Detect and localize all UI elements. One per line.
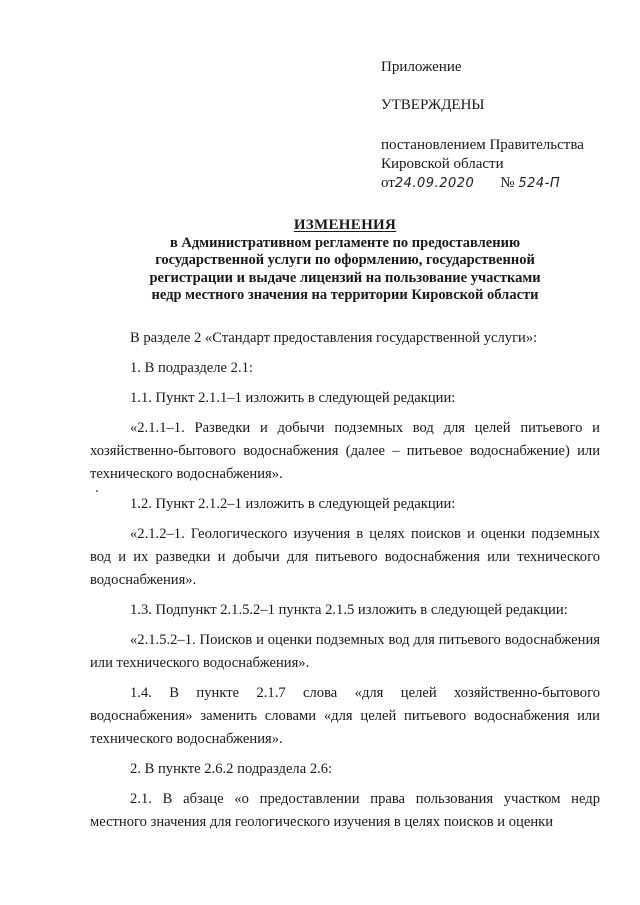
paragraph: «2.1.5.2–1. Поисков и оценки подземных вод для питьевого водоснабжения или технического водоснабжения». — [90, 632, 600, 671]
title-line-3: регистрации и выдаче лицензий на пользование участками — [149, 269, 541, 286]
handwritten-number: 524-П — [518, 176, 561, 191]
paragraph: 2. В пункте 2.6.2 подраздела 2.6: — [130, 761, 333, 777]
paragraph: «2.1.2–1. Геологического изучения в целях поисков и оценки подземных вод и их разведки и добычи для питьевого водоснабжения или технического водоснабжения». — [90, 526, 600, 588]
approval-stamp-block — [381, 58, 621, 193]
document-body — [90, 327, 600, 841]
paragraph: В разделе 2 «Стандарт предоставления государственной услуги»: — [130, 330, 538, 346]
scan-speck — [96, 490, 98, 492]
decree-date-number — [381, 174, 621, 193]
paragraph: 1.2. Пункт 2.1.2–1 изложить в следующей редакции: — [130, 496, 456, 512]
title-main: ИЗМЕНЕНИЯ — [293, 217, 397, 233]
decree-line-1: постановлением Правительства — [381, 137, 584, 153]
approved-label: УТВЕРЖДЕНЫ — [381, 97, 485, 113]
paragraph: 2.1. В абзаце «о предоставлении права пользования участком недр местного значения для геологического изучения в целях поисков и оценки — [90, 791, 600, 830]
paragraph: «2.1.1–1. Разведки и добычи подземных вод для целей питьевого и хозяйственно-бытового водоснабжения (далее – питьевое водоснабжение) или технического водоснабжения». — [90, 420, 600, 482]
paragraph: 1. В подразделе 2.1: — [130, 360, 253, 376]
title-line-4: недр местного значения на территории Кировской области — [151, 287, 539, 304]
title-line-2: государственной услуги по оформлению, государственной — [155, 252, 535, 269]
number-prefix: № — [500, 175, 515, 191]
paragraph: 1.1. Пункт 2.1.1–1 изложить в следующей редакции: — [130, 390, 456, 406]
title-line-1: в Административном регламенте по предоставлению — [169, 234, 521, 251]
appendix-label: Приложение — [381, 59, 462, 75]
document-title — [100, 217, 590, 305]
decree-line-2: Кировской области — [381, 156, 504, 172]
paragraph: 1.4. В пункте 2.1.7 слова «для целей хозяйственно-бытового водоснабжения» заменить словами «для целей питьевого водоснабжения или технического водоснабжения». — [90, 685, 600, 747]
handwritten-date: 24.09.2020 — [394, 176, 475, 191]
paragraph: 1.3. Подпункт 2.1.5.2–1 пункта 2.1.5 изложить в следующей редакции: — [130, 602, 568, 618]
date-prefix: от — [381, 175, 395, 191]
